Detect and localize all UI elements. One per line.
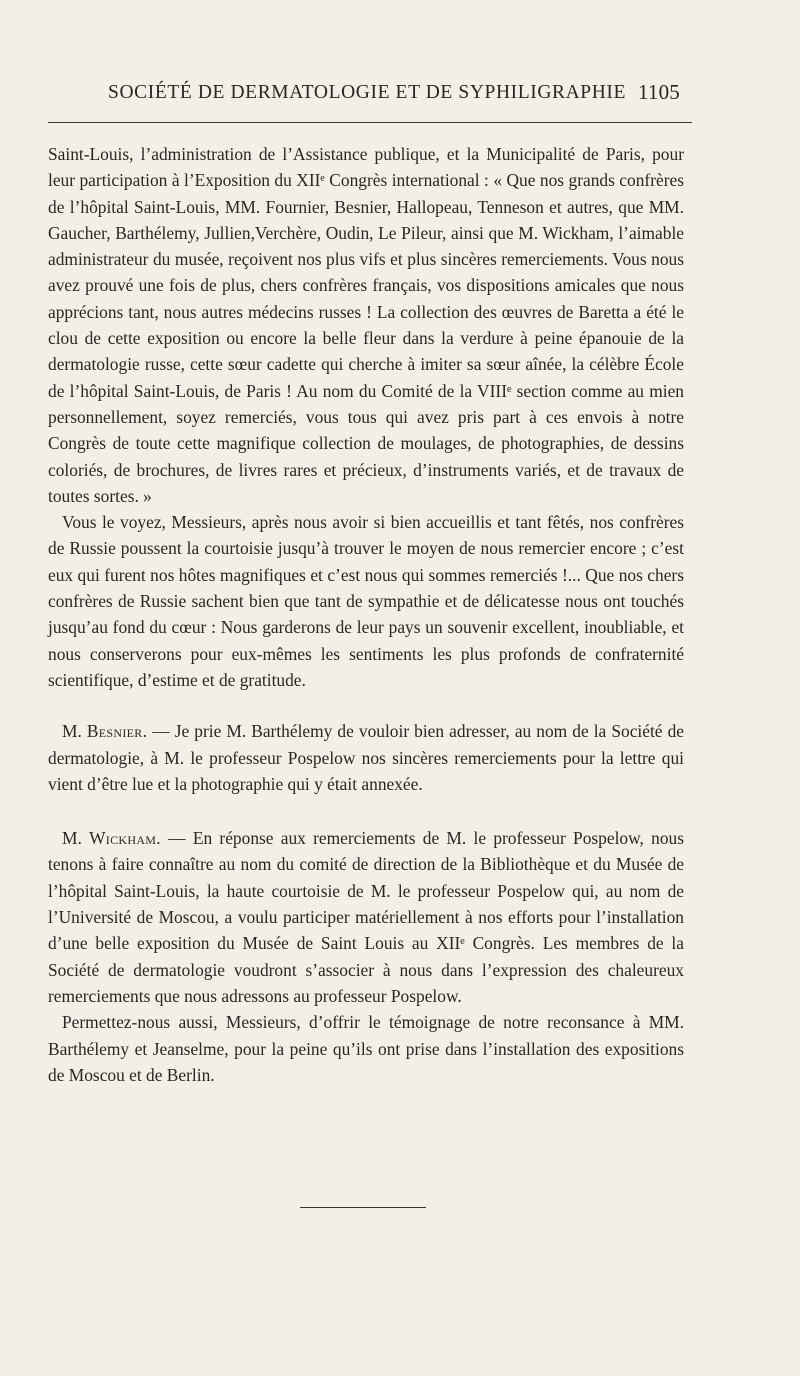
speaker-prefix: M. [62, 721, 87, 742]
main-text [48, 141, 684, 1088]
header-rule [48, 122, 692, 123]
paragraph-text: Vous le voyez, Messieurs, après nous avoir si bien accueillis et tant fêtés, nos confrères de Russie poussent la courtoisie jusqu’à trouver le moyen de nous remercier encore ; c’est eux qui furent nos hôtes magnifiques et c’est nous qui sommes remerciés !... Que nos chers confrères de Russie sachent bien que tant de sympathie et de délicatesse nous ont touchés jusqu’au fond du cœur : Nous garderons de leur pays un souvenir excellent, inoubliable, et nous conserverons pour eux-mêmes les sentiments les plus profonds de confraternité scientifique, d’estime et de gratitude. [48, 512, 684, 690]
paragraph-text: Saint-Louis, l’administration de l’Assistance publique, et la Municipalité de Paris, pour leur participation à l’Exposition du XIIᵉ Congrès international : « Que nos grands confrères de l’hôpital Saint-Louis, MM. Fournier, Besnier, Hallopeau, Tenneson et autres, que MM. Gaucher, Barthélemy, Jullien,Verchère, Oudin, Le Pileur, ainsi que M. Wickham, l’aimable administrateur du musée, reçoivent nos plus vifs et plus sincères remerciements. Vous nous avez prouvé une fois de plus, chers confrères français, vos dispositions amicales que nous apprécions tant, nous autres médecins russes ! La collection des œuvres de Baretta a été le clou de cette exposition ou encore la belle fleur dans la verdure à peine épanouie de la dermatologie russe, cette sœur cadette qui cherche à imiter sa sœur aînée, la célèbre École de l’hôpital Saint-Louis, de Paris ! Au nom du Comité de la VIIIᵉ section comme au mien personnellement, soyez remerciés, vous tous qui avez pris part à ces envois à notre Congrès de toute cette magnifique collection de moulages, de photographies, de dessins coloriés, de brochures, de livres rares et précieux, d’instruments variés, et de travaux de toutes sortes. » [48, 144, 684, 506]
page-number: 1105 [637, 80, 680, 104]
section-end-rule [300, 1207, 426, 1208]
paragraph [48, 509, 684, 693]
speaker-prefix: M. [62, 828, 90, 849]
speech-besnier [48, 718, 684, 797]
speaker-name: Wickham. [89, 828, 161, 849]
running-header [108, 80, 684, 106]
paragraph-text: — En réponse aux remerciements de M. le professeur Pospelow, nous tenons à faire connaître au nom du comité de direction de la Bibliothèque et du Musée de l’hôpital Saint-Louis, la haute courtoisie de M. le professeur Pospelow qui, au nom de l’Université de Moscou, a voulu participer matériellement à nos efforts pour l’installation d’une belle exposition du Musée de Saint Louis au XIIᵉ Congrès. Les membres de la Société de dermatologie voudront s’associer à nous dans l’expression des chaleureux remerciements que nous adressons au professeur Pospelow. [48, 828, 684, 1006]
speech-wickham [48, 825, 684, 1009]
paragraph [48, 1009, 684, 1088]
speaker-name: Besnier. [86, 721, 148, 742]
paragraph-continuation [48, 141, 684, 509]
running-title: SOCIÉTÉ DE DERMATOLOGIE ET DE SYPHILIGRAPHIE [108, 82, 627, 103]
paragraph-text: — Je prie M. Barthélemy de vouloir bien adresser, au nom de la Société de dermatologie, à M. le professeur Pospelow nos sincères remerciements pour la lettre qui vient d’être lue et la photographie qui y était annexée. [48, 721, 684, 794]
paragraph-text: Permettez-nous aussi, Messieurs, d’offrir le témoignage de notre reconsance à MM. Barthélemy et Jeanselme, pour la peine qu’ils ont prise dans l’installation des expositions de Moscou et de Berlin. [48, 1012, 684, 1085]
